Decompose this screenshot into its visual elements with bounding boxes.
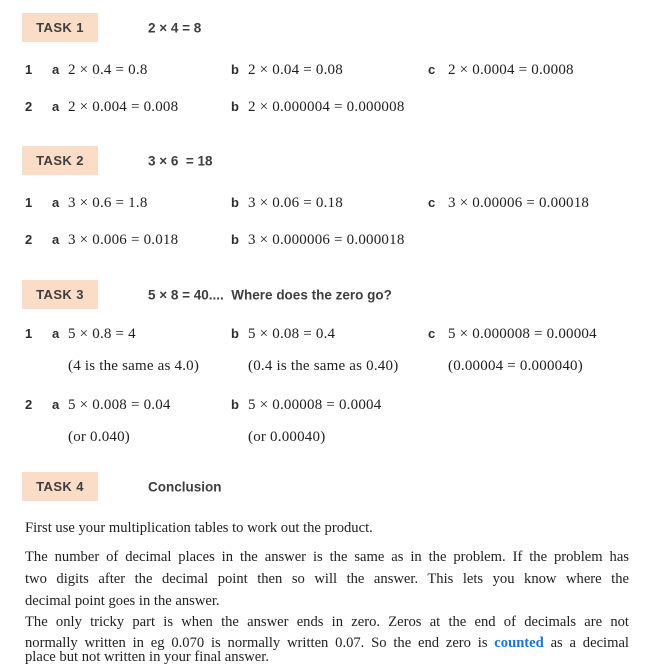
conclusion-paragraph-2-line-1: The number of decimal places in the answer is the same as in the problem. If the problem has xyxy=(25,549,629,565)
task2-header xyxy=(22,146,628,175)
equation: 3 × 0.06 = 0.18 xyxy=(248,195,343,211)
conclusion-paragraph-2-line-2: two digits after the decimal point then so will the answer. This lets you know where the xyxy=(25,571,629,587)
task2-label: TASK 2 xyxy=(22,146,98,175)
task4-label: TASK 4 xyxy=(22,472,98,501)
task3-row2 xyxy=(25,395,628,447)
task1-row2 xyxy=(25,97,628,117)
equation-note: (0.4 is the same as 0.40) xyxy=(248,358,399,374)
equation-note: (4 is the same as 4.0) xyxy=(68,358,200,374)
equation: 5 × 0.8 = 4 xyxy=(68,326,136,342)
equation-note: (or 0.00040) xyxy=(248,429,326,445)
item-letter: c xyxy=(428,326,436,341)
row-number: 1 xyxy=(25,62,33,77)
item-letter: b xyxy=(231,326,239,341)
equation-note: (0.00004 = 0.000040) xyxy=(448,358,583,374)
row-number: 2 xyxy=(25,397,33,412)
item-letter: b xyxy=(231,62,239,77)
equation-note: (or 0.040) xyxy=(68,429,130,445)
item-letter: b xyxy=(231,195,239,210)
item-letter: a xyxy=(52,397,60,412)
paragraph-text: as a decimal xyxy=(543,635,629,651)
task1-heading: 2 × 4 = 8 xyxy=(148,20,202,35)
task3-label: TASK 3 xyxy=(22,280,98,309)
row-number: 1 xyxy=(25,326,33,341)
equation: 3 × 0.006 = 0.018 xyxy=(68,232,179,248)
item-letter: b xyxy=(231,397,239,412)
item-letter: a xyxy=(52,62,60,77)
equation: 3 × 0.000006 = 0.000018 xyxy=(248,232,405,248)
conclusion-paragraph-3-line-1: The only tricky part is when the answer ends in zero. Zeros at the end of decimals are not xyxy=(25,614,629,630)
equation: 2 × 0.004 = 0.008 xyxy=(68,99,179,115)
equation: 5 × 0.08 = 0.4 xyxy=(248,326,336,342)
task2-row1 xyxy=(25,193,628,213)
item-letter: c xyxy=(428,62,436,77)
equation: 5 × 0.000008 = 0.00004 xyxy=(448,326,597,342)
equation: 2 × 0.000004 = 0.000008 xyxy=(248,99,405,115)
row-number: 1 xyxy=(25,195,33,210)
highlighted-word: counted xyxy=(494,635,544,651)
equation: 5 × 0.008 = 0.04 xyxy=(68,397,171,413)
item-letter: a xyxy=(52,326,60,341)
equation: 3 × 0.00006 = 0.00018 xyxy=(448,195,590,211)
equation: 3 × 0.6 = 1.8 xyxy=(68,195,148,211)
equation: 2 × 0.0004 = 0.0008 xyxy=(448,62,574,78)
item-letter: b xyxy=(231,232,239,247)
task1-row1 xyxy=(25,60,628,80)
task3-header xyxy=(22,280,628,309)
task1-header xyxy=(22,13,628,42)
task2-heading: 3 × 6 = 18 xyxy=(148,153,213,168)
row-number: 2 xyxy=(25,232,33,247)
item-letter: a xyxy=(52,99,60,114)
item-letter: c xyxy=(428,195,436,210)
task1-label: TASK 1 xyxy=(22,13,98,42)
item-letter: b xyxy=(231,99,239,114)
item-letter: a xyxy=(52,232,60,247)
paragraph-text: normally written in eg 0.070 is normally written 0.07. So the end zero is xyxy=(25,635,495,651)
task4-heading: Conclusion xyxy=(148,479,222,494)
row-number: 2 xyxy=(25,99,33,114)
task2-row2 xyxy=(25,230,628,250)
conclusion-paragraph-1: First use your multiplication tables to work out the product. xyxy=(25,520,373,536)
conclusion-paragraph-2-line-3: decimal point goes in the answer. xyxy=(25,593,220,609)
task3-heading: 5 × 8 = 40.... Where does the zero go? xyxy=(148,287,392,302)
task4-header xyxy=(22,472,628,501)
equation: 5 × 0.00008 = 0.0004 xyxy=(248,397,382,413)
equation: 2 × 0.04 = 0.08 xyxy=(248,62,343,78)
conclusion-paragraph-3-line-3-clipped: place but not written in your final answer. xyxy=(25,649,269,665)
task3-row1 xyxy=(25,324,628,376)
equation: 2 × 0.4 = 0.8 xyxy=(68,62,148,78)
item-letter: a xyxy=(52,195,60,210)
